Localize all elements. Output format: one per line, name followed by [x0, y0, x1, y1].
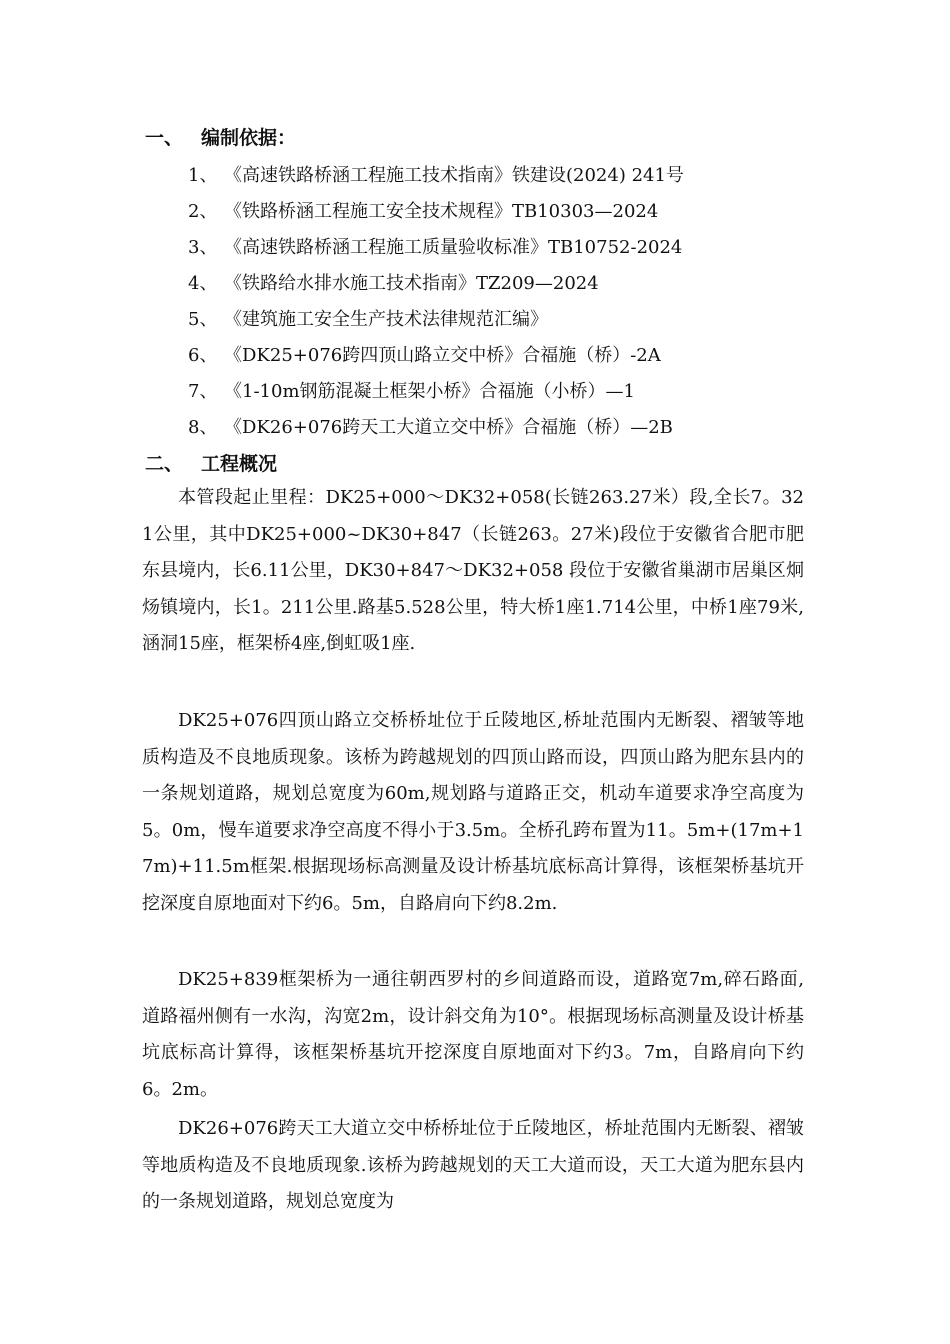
- reference-text: 《铁路给水排水施工技术指南》TZ209—2024: [224, 273, 599, 294]
- paragraph-overview: 本管段起止里程：DK25+000～DK32+058(长链263.27米）段,全长7。321公里，其中DK25+000~DK30+847（长链263。27米)段位于安徽省合肥市肥东县境内，长6.11公里，DK30+847～DK32+058 段位于安徽省巢湖市居巢区炯炀镇境内，长1。211公里.路基5.528公里，特大桥1座1.714公里，中桥1座79米,涵洞15座，框架桥4座,倒虹吸1座.: [142, 487, 804, 654]
- reference-number: 2、: [188, 201, 218, 222]
- reference-text: 《DK26+076跨天工大道立交中桥》合福施（桥）—2B: [224, 417, 673, 438]
- reference-item: [188, 230, 684, 266]
- section-heading-1: [145, 126, 296, 150]
- section-heading-2: [145, 452, 277, 476]
- reference-item: [188, 194, 684, 230]
- reference-text: 《建筑施工安全生产技术法律规范汇编》: [224, 309, 548, 330]
- reference-number: 4、: [188, 273, 218, 294]
- reference-text: 《高速铁路桥涵工程施工质量验收标准》TB10752-2024: [224, 237, 683, 258]
- reference-number: 3、: [188, 237, 218, 258]
- reference-number: 1、: [188, 165, 218, 186]
- paragraph-tiangong-bridge: DK26+076跨天工大道立交中桥桥址位于丘陵地区，桥址范围内无断裂、褶皱等地质构造及不良地质现象.该桥为跨越规划的天工大道而设，天工大道为肥东县内的一条规划道路，规划总宽度为: [142, 1118, 804, 1212]
- section-title: 工程概况: [201, 453, 278, 475]
- reference-text: 《1-10m钢筋混凝土框架小桥》合福施（小桥）—1: [224, 381, 635, 402]
- reference-item: [188, 266, 684, 302]
- reference-number: 5、: [188, 309, 218, 330]
- section-number: 一、: [145, 127, 184, 149]
- paragraph-frame-bridge: DK25+839框架桥为一通往朝西罗村的乡间道路而设，道路宽7m,碎石路面,道路福州侧有一水沟，沟宽2m，设计斜交角为10°。根据现场标高测量及设计桥基坑底标高计算得，该框架桥基坑开挖深度自原地面对下约3。7m，自路肩向下约6。2m。: [142, 969, 804, 1100]
- reference-list: [188, 158, 684, 446]
- reference-item: [188, 158, 684, 194]
- reference-item: [188, 410, 684, 446]
- reference-number: 8、: [188, 417, 218, 438]
- reference-number: 6、: [188, 345, 218, 366]
- section-title: 编制依据：: [201, 127, 297, 149]
- paragraph-sidingshan-bridge: DK25+076四顶山路立交桥桥址位于丘陵地区,桥址范围内无断裂、褶皱等地质构造及不良地质现象。该桥为跨越规划的四顶山路而设，四顶山路为肥东县内的一条规划道路，规划总宽度为60m,规划路与道路正交，机动车道要求净空高度为5。0m，慢车道要求净空高度不得小于3.5m。全桥孔跨布置为11。5m+(17m+17m)+11.5m框架.根据现场标高测量及设计桥基坑底标高计算得，该框架桥基坑开挖深度自原地面对下约6。5m，自路肩向下约8.2m.: [142, 710, 804, 914]
- section-number: 二、: [145, 453, 184, 475]
- reference-item: [188, 338, 684, 374]
- reference-item: [188, 302, 684, 338]
- reference-text: 《高速铁路桥涵工程施工技术指南》铁建设(2024) 241号: [224, 165, 684, 186]
- reference-item: [188, 374, 684, 410]
- reference-text: 《DK25+076跨四顶山路立交中桥》合福施（桥）-2A: [224, 345, 661, 366]
- reference-text: 《铁路桥涵工程施工安全技术规程》TB10303—2024: [224, 201, 659, 222]
- reference-number: 7、: [188, 381, 218, 402]
